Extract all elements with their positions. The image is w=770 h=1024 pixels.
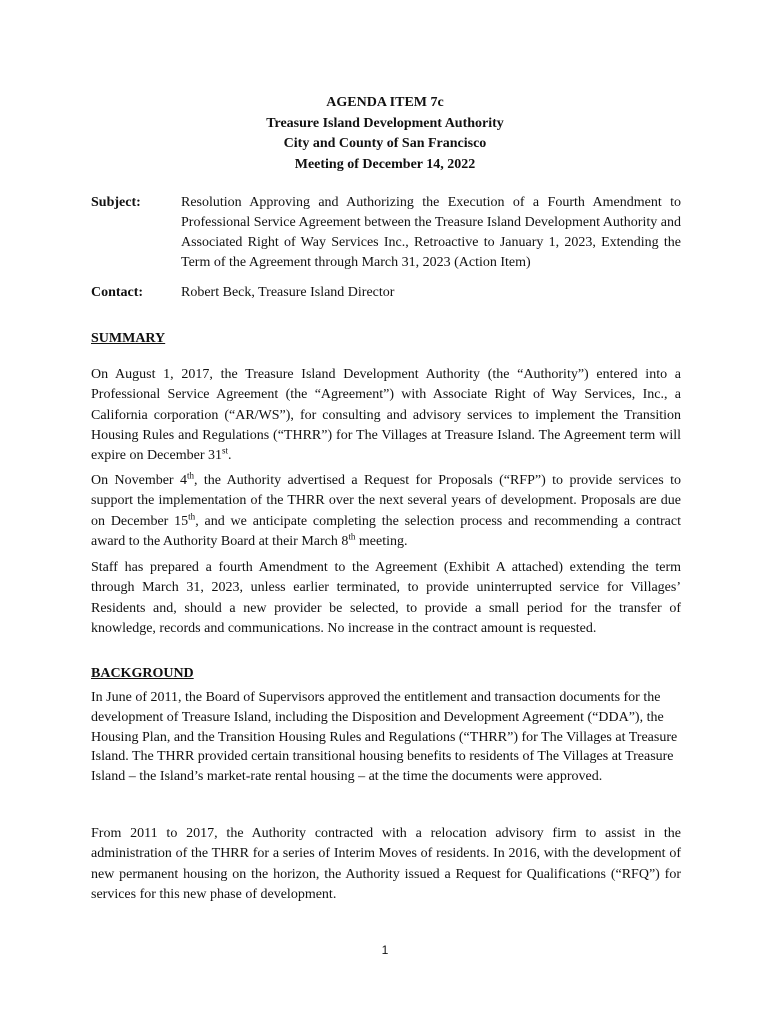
agenda-item-title: AGENDA ITEM 7c	[326, 95, 444, 110]
subject-label: Subject:	[91, 195, 141, 210]
summary-paragraph-3: Staff has prepared a fourth Amendment to the Agreement (Exhibit A attached) extending the term through March 31, 2023, unless earlier terminated, to provide uninterrupted service for Villages’ Residents and, should a new provider be selected, to provide a small period for the transfer of knowledge, records and communications. No increase in the contract amount is requested.	[91, 560, 681, 636]
background-paragraph-1: In June of 2011, the Board of Supervisors approved the entitlement and transaction documents for the development of Treasure Island, including the Disposition and Development Agreement (“DDA”), the Housing Plan, and the Transition Housing Rules and Regulations (“THRR”) for The Villages at Treasure Island. The THRR provided certain transitional housing benefits to residents of The Villages at Treasure Island – the Island’s market-rate rental housing – at the time the documents were approved.	[91, 690, 678, 785]
summary-paragraph-1	[91, 365, 681, 466]
jurisdiction-name: City and County of San Francisco	[283, 136, 487, 151]
summary-p2-c: , and we anticipate completing the selection process and recommending a contract award to the Authority Board at their March 8	[91, 513, 681, 549]
summary-p2-b: , the Authority advertised a Request for Proposals (“RFP”) to provide services to support the implementation of the THRR over the next several years of development. Proposals are due on December 15	[91, 473, 681, 529]
organization-name: Treasure Island Development Authority	[266, 115, 504, 131]
summary-p2-sup2: th	[188, 510, 196, 521]
subject-value: Resolution Approving and Authorizing the Execution of a Fourth Amendment to Professional Service Agreement between the Treasure Island Development Authority and Associated Right of Way Services Inc., Retroactive to January 1, 2023, Extending the Term of the Agreement through March 31, 2023 (Action Item)	[181, 195, 681, 270]
page-number: 1	[381, 943, 389, 957]
summary-p1-text: On August 1, 2017, the Treasure Island Development Authority (the “Authority”) entered into a Professional Service Agreement (the “Agreement”) with Associate Right of Way Services, Inc., a California corporation (“AR/WS”), for consulting and advisory services to implement the Transition Housing Rules and Regulations (“THRR”) for The Villages at Treasure Island. The Agreement term will expire on December 31	[91, 367, 681, 464]
summary-heading: SUMMARY	[91, 331, 166, 346]
background-heading: BACKGROUND	[91, 666, 194, 681]
summary-p2-sup3: th	[348, 531, 356, 542]
summary-p2-sup1: th	[187, 470, 195, 481]
meeting-date: Meeting of December 14, 2022	[294, 156, 476, 172]
contact-label: Contact:	[91, 285, 144, 300]
background-paragraph-2: From 2011 to 2017, the Authority contracted with a relocation advisory firm to assist in the administration of the THRR for a series of Interim Moves of residents. In 2016, with the development of new permanent housing on the horizon, the Authority issued a Request for Qualifications (“RFQ”) for services for this new phase of development.	[91, 826, 681, 902]
summary-p1-end: .	[228, 448, 232, 464]
agenda-header	[0, 93, 770, 175]
summary-p1-sup: st	[222, 445, 229, 456]
summary-p2-d: meeting.	[355, 533, 408, 549]
contact-value: Robert Beck, Treasure Island Director	[181, 285, 395, 300]
summary-paragraph-2	[91, 471, 681, 552]
summary-p2-a: On November 4	[91, 473, 187, 488]
